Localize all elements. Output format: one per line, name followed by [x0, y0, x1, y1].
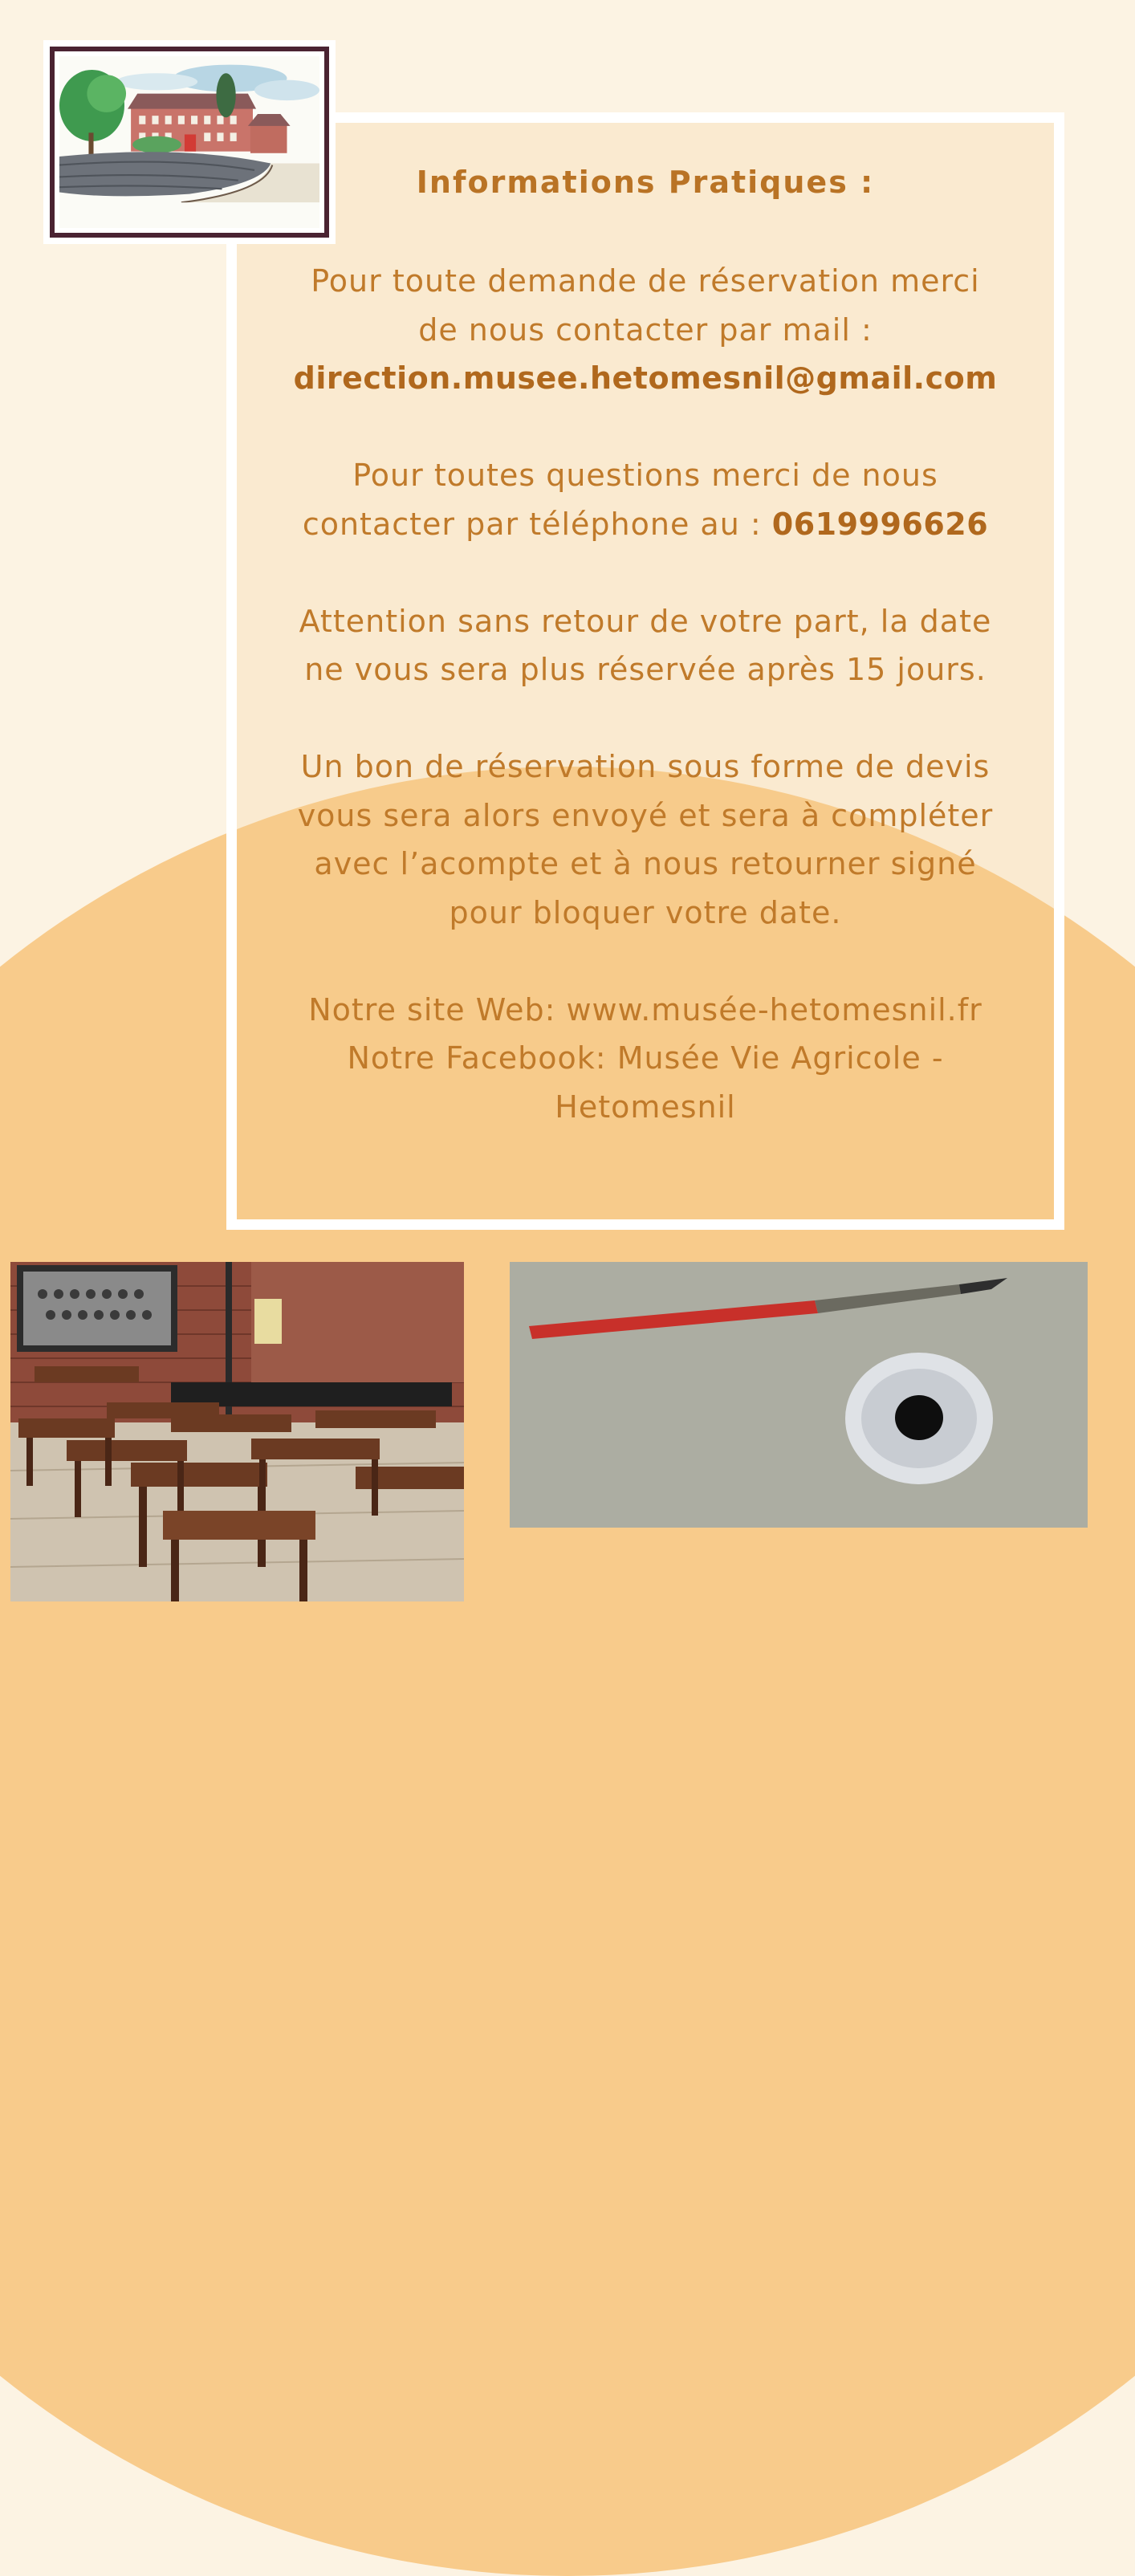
pen-and-inkwell-photo: [510, 1262, 1088, 1528]
info-title: Informations Pratiques :: [416, 165, 875, 200]
facebook-line-2[interactable]: Hetomesnil: [555, 1089, 736, 1125]
questions-line-1: Pour toutes questions merci de nous: [352, 458, 938, 493]
reservation-paragraph: [237, 257, 1054, 403]
postcard-illustration: [59, 56, 319, 228]
devis-line-3: avec l’acompte et à nous retourner signé: [314, 846, 977, 881]
reservation-line-2: de nous contacter par mail :: [418, 311, 873, 348]
classroom-photo: [10, 1262, 464, 1601]
facebook-line-1[interactable]: Notre Facebook: Musée Vie Agricole -: [347, 1040, 944, 1076]
postcard-frame: [50, 47, 329, 238]
contact-email[interactable]: direction.musee.hetomesnil@gmail.com: [293, 360, 998, 396]
info-body: [237, 257, 1054, 1131]
devis-line-4: pour bloquer votre date.: [449, 894, 842, 930]
reservation-line-1: Pour toute demande de réservation merci: [311, 263, 980, 299]
questions-line-2-wrap: [237, 500, 1054, 549]
questions-line-2: contacter par téléphone au :: [302, 506, 772, 542]
devis-line-2: vous sera alors envoyé et sera à compléter: [297, 797, 994, 833]
website-link[interactable]: Notre site Web: www.musée-hetomesnil.fr: [308, 991, 982, 1028]
classroom-illustration: [10, 1262, 464, 1601]
attention-line-2: ne vous sera plus réservée après 15 jours.: [304, 652, 987, 687]
pen-inkwell-illustration: [510, 1262, 1088, 1528]
contact-phone[interactable]: 0619996626: [771, 506, 989, 542]
attention-line-1: Attention sans retour de votre part, la date: [299, 603, 992, 639]
devis-paragraph: [237, 743, 1054, 937]
postcard-image: [43, 40, 336, 244]
links-paragraph: [237, 986, 1054, 1132]
devis-line-1: Un bon de réservation sous forme de devis: [300, 749, 991, 784]
attention-paragraph: [237, 597, 1054, 694]
questions-paragraph: [237, 451, 1054, 548]
